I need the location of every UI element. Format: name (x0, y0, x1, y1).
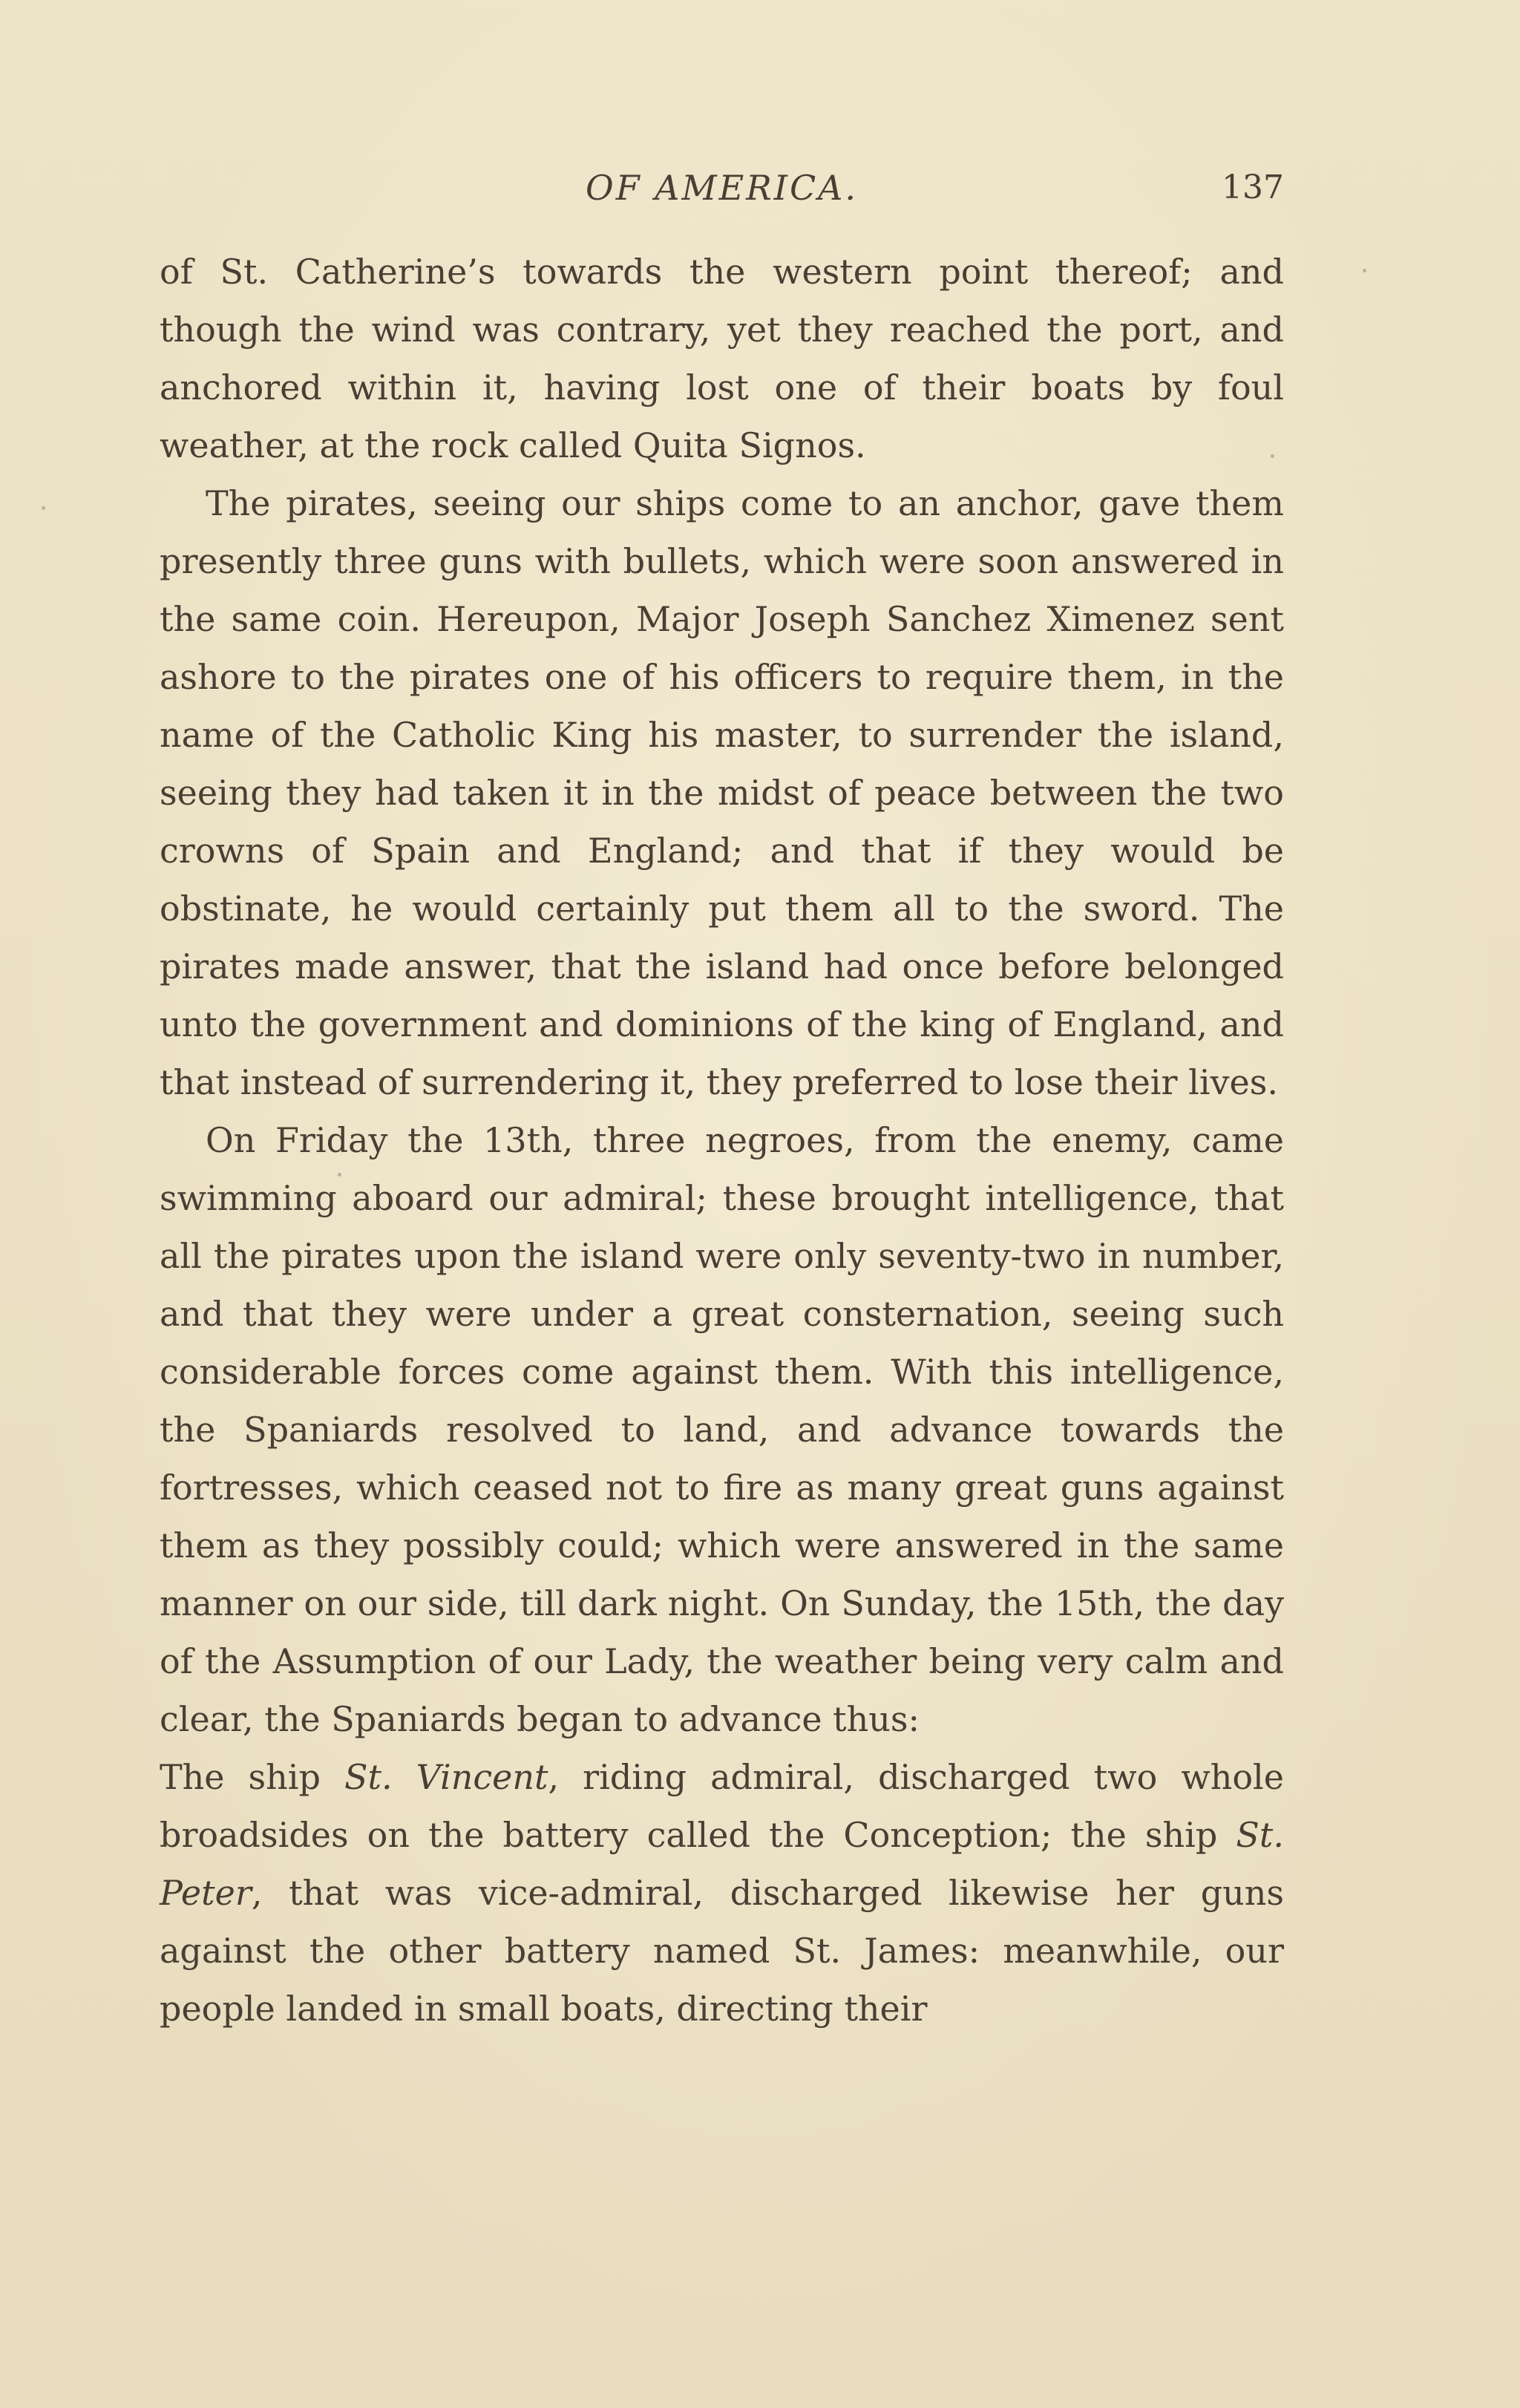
paper-speck (1363, 269, 1366, 272)
ship-name-st-vincent: St. Vincent (344, 1757, 548, 1797)
paper-speck (338, 1173, 341, 1177)
page-header (160, 162, 1284, 214)
paragraph-4 (160, 1748, 1284, 2038)
paragraph-4-text-b: , riding admiral, discharged two whole broadsides on the battery called the Conception; the ship (160, 1757, 1284, 1855)
paragraph-1: of St. Catherine’s towards the western point thereof; and though the wind was contrary, yet they reached the port, and anchored within it, having lost one of their boats by foul weather, at the rock called Quita Signos. (160, 252, 1284, 465)
paper-speck (1271, 454, 1274, 458)
paragraph-4-text-c: , that was vice-admiral, discharged likewise her guns against the other battery named St. James: meanwhile, our people landed in small boats, directing their (160, 1873, 1284, 2029)
paragraph-3: On Friday the 13th, three negroes, from the enemy, came swimming aboard our admiral; these brought intelligence, that all the pirates upon the island were only seventy-two in number, and that they were under a great consternation, seeing such considerable forces come against them. With this intelligence, the Spaniards resolved to land, and advance towards the fortresses, which ceased not to fire as many great guns against them as they possibly could; which were answered in the same manner on our side, till dark night. On Sunday, the 15th, the day of the Assumption of our Lady, the weather being very calm and clear, the Spaniards began to advance thus: (160, 1120, 1284, 1739)
body-text (160, 243, 1284, 2038)
page-number: 137 (1222, 169, 1284, 206)
ship-name-st-peter: St. Peter (160, 1815, 1284, 1913)
paragraph-2: The pirates, seeing our ships come to an anchor, gave them presently three guns with bullets, which were soon answered in the same coin. Hereupon, Major Joseph Sanchez Ximenez sent ashore to the pirates one of his officers to require them, in the name of the Catholic King his master, to surrender the island, seeing they had taken it in the midst of peace between the two crowns of Spain and England; and that if they would be obstinate, he would certainly put them all to the sword. The pirates made answer, that the island had once before belonged unto the government and dominions of the king of England, and that instead of surrendering it, they preferred to lose their lives. (160, 483, 1284, 1102)
running-head: OF AMERICA. (586, 168, 858, 208)
paper-speck (42, 506, 45, 510)
paragraph-4-text-a: The ship (160, 1757, 344, 1797)
